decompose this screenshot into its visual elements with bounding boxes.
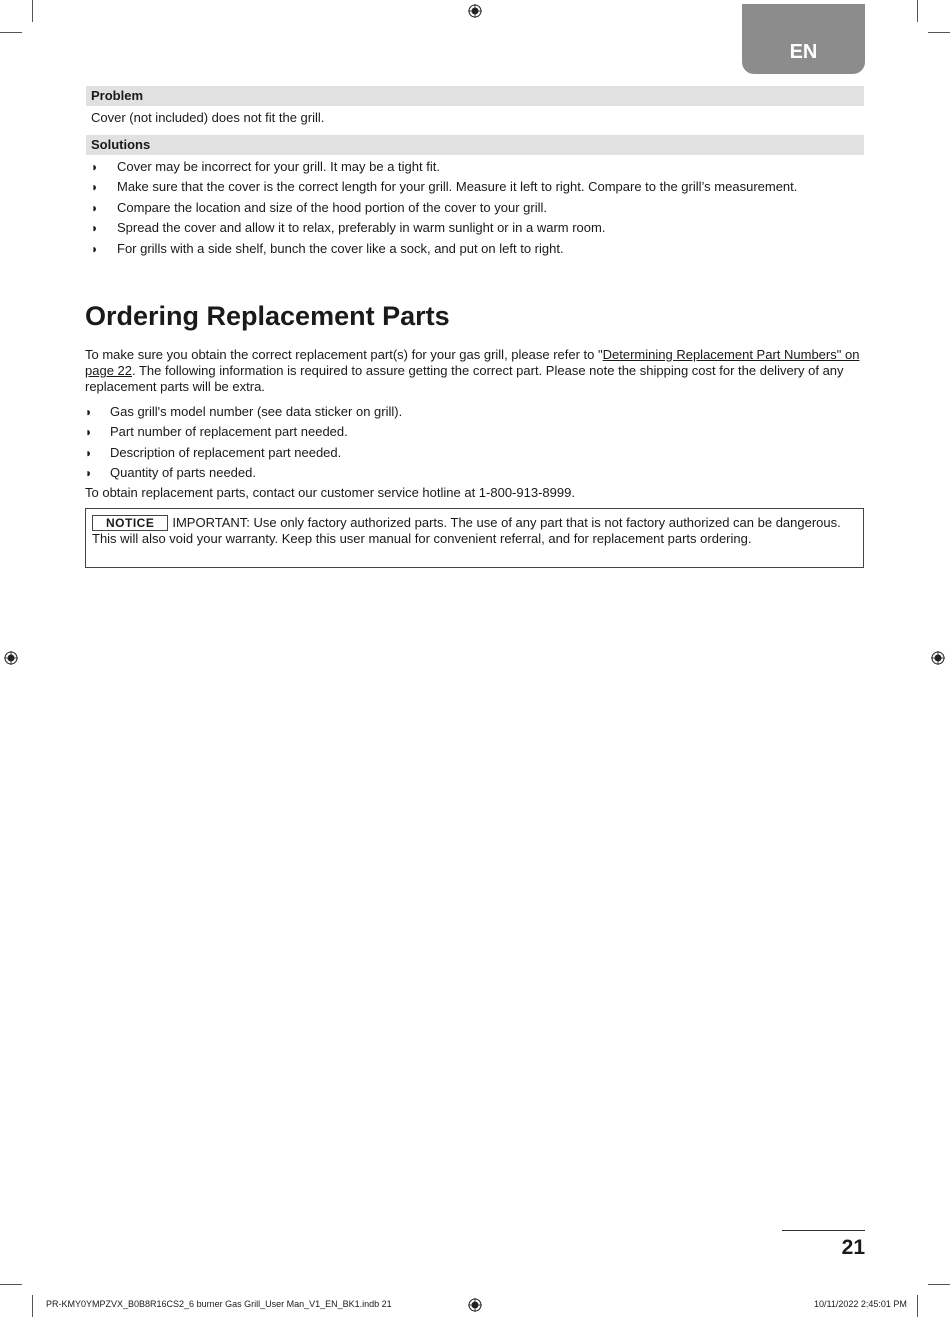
notice-label: NOTICE — [92, 515, 168, 531]
notice-box — [85, 508, 864, 568]
crop-mark — [32, 1295, 33, 1317]
problem-text: Cover (not included) does not fit the grill. — [91, 110, 325, 125]
bullet-icon: ◗ — [91, 160, 99, 174]
solutions-list — [91, 159, 861, 261]
print-slug-timestamp: 10/11/2022 2:45:01 PM — [814, 1299, 907, 1309]
registration-mark-icon — [468, 4, 482, 18]
bullet-icon: ◗ — [85, 425, 93, 440]
section-title: Ordering Replacement Parts — [85, 301, 450, 331]
crop-mark — [0, 32, 22, 33]
registration-mark-icon — [468, 1298, 482, 1312]
notice-text: IMPORTANT: Use only factory authorized parts. The use of any part that is not factory authorized can be dangerous. This will also void your warranty. Keep this user manual for convenient referral, and for replacement parts ordering. — [92, 515, 841, 547]
bullet-icon: ◗ — [91, 221, 99, 236]
solutions-header: Solutions — [86, 135, 864, 155]
bullet-icon: ◗ — [91, 180, 99, 195]
print-slug-file: PR-KMY0YMPZVX_B0B8R16CS2_6 burner Gas Grill_User Man_V1_EN_BK1.indb 21 — [46, 1299, 392, 1309]
list-item: ◗ Description of replacement part needed. — [85, 444, 342, 460]
list-item: ◗ Part number of replacement part needed. — [85, 424, 348, 440]
registration-mark-icon — [4, 651, 18, 665]
crop-mark — [928, 1284, 950, 1285]
bullet-icon: ◗ — [85, 445, 93, 460]
language-tab — [742, 4, 865, 74]
bullet-icon: ◗ — [85, 405, 93, 419]
bullet-icon: ◗ — [91, 241, 99, 256]
footer-rule — [782, 1230, 865, 1231]
language-tab-label: EN — [789, 41, 818, 63]
ordering-intro: To make sure you obtain the correct replacement part(s) for your gas grill, please refer to "Determining Replacement Part Numbers" on page 22. The following information is required to assure getting the correct part. Please note the shipping cost for the delivery of any replacement parts will be extra. — [85, 347, 860, 395]
crop-mark — [917, 1295, 918, 1317]
bullet-icon: ◗ — [91, 200, 99, 215]
list-item: ◗ For grills with a side shelf, bunch the cover like a sock, and put on left to right. — [91, 240, 564, 256]
page-number: 21 — [841, 1236, 865, 1259]
list-item: ◗ Quantity of parts needed. — [85, 465, 256, 481]
list-item: ◗ Make sure that the cover is the correct length for your grill. Measure it left to right. Compare to the grill’s measurement. — [91, 179, 798, 195]
list-item: ◗ Compare the location and size of the hood portion of the cover to your grill. — [91, 199, 547, 215]
contact-text: To obtain replacement parts, contact our customer service hotline at 1-800-913-8999. — [85, 485, 575, 500]
page-reference-link[interactable]: Determining Replacement Part Numbers" on page 22 — [85, 347, 860, 379]
list-item: ◗ Spread the cover and allow it to relax, preferably in warm sunlight or in a warm room. — [91, 220, 606, 236]
ordering-list — [85, 404, 855, 486]
crop-mark — [928, 32, 950, 33]
crop-mark — [32, 0, 33, 22]
crop-mark — [917, 0, 918, 22]
bullet-icon: ◗ — [85, 466, 93, 481]
problem-header: Problem — [86, 86, 864, 106]
list-item: ◗ Cover may be incorrect for your grill. It may be a tight fit. — [91, 159, 440, 174]
registration-mark-icon — [931, 651, 945, 665]
crop-mark — [0, 1284, 22, 1285]
list-item: ◗ Gas grill's model number (see data sticker on grill). — [85, 404, 403, 419]
